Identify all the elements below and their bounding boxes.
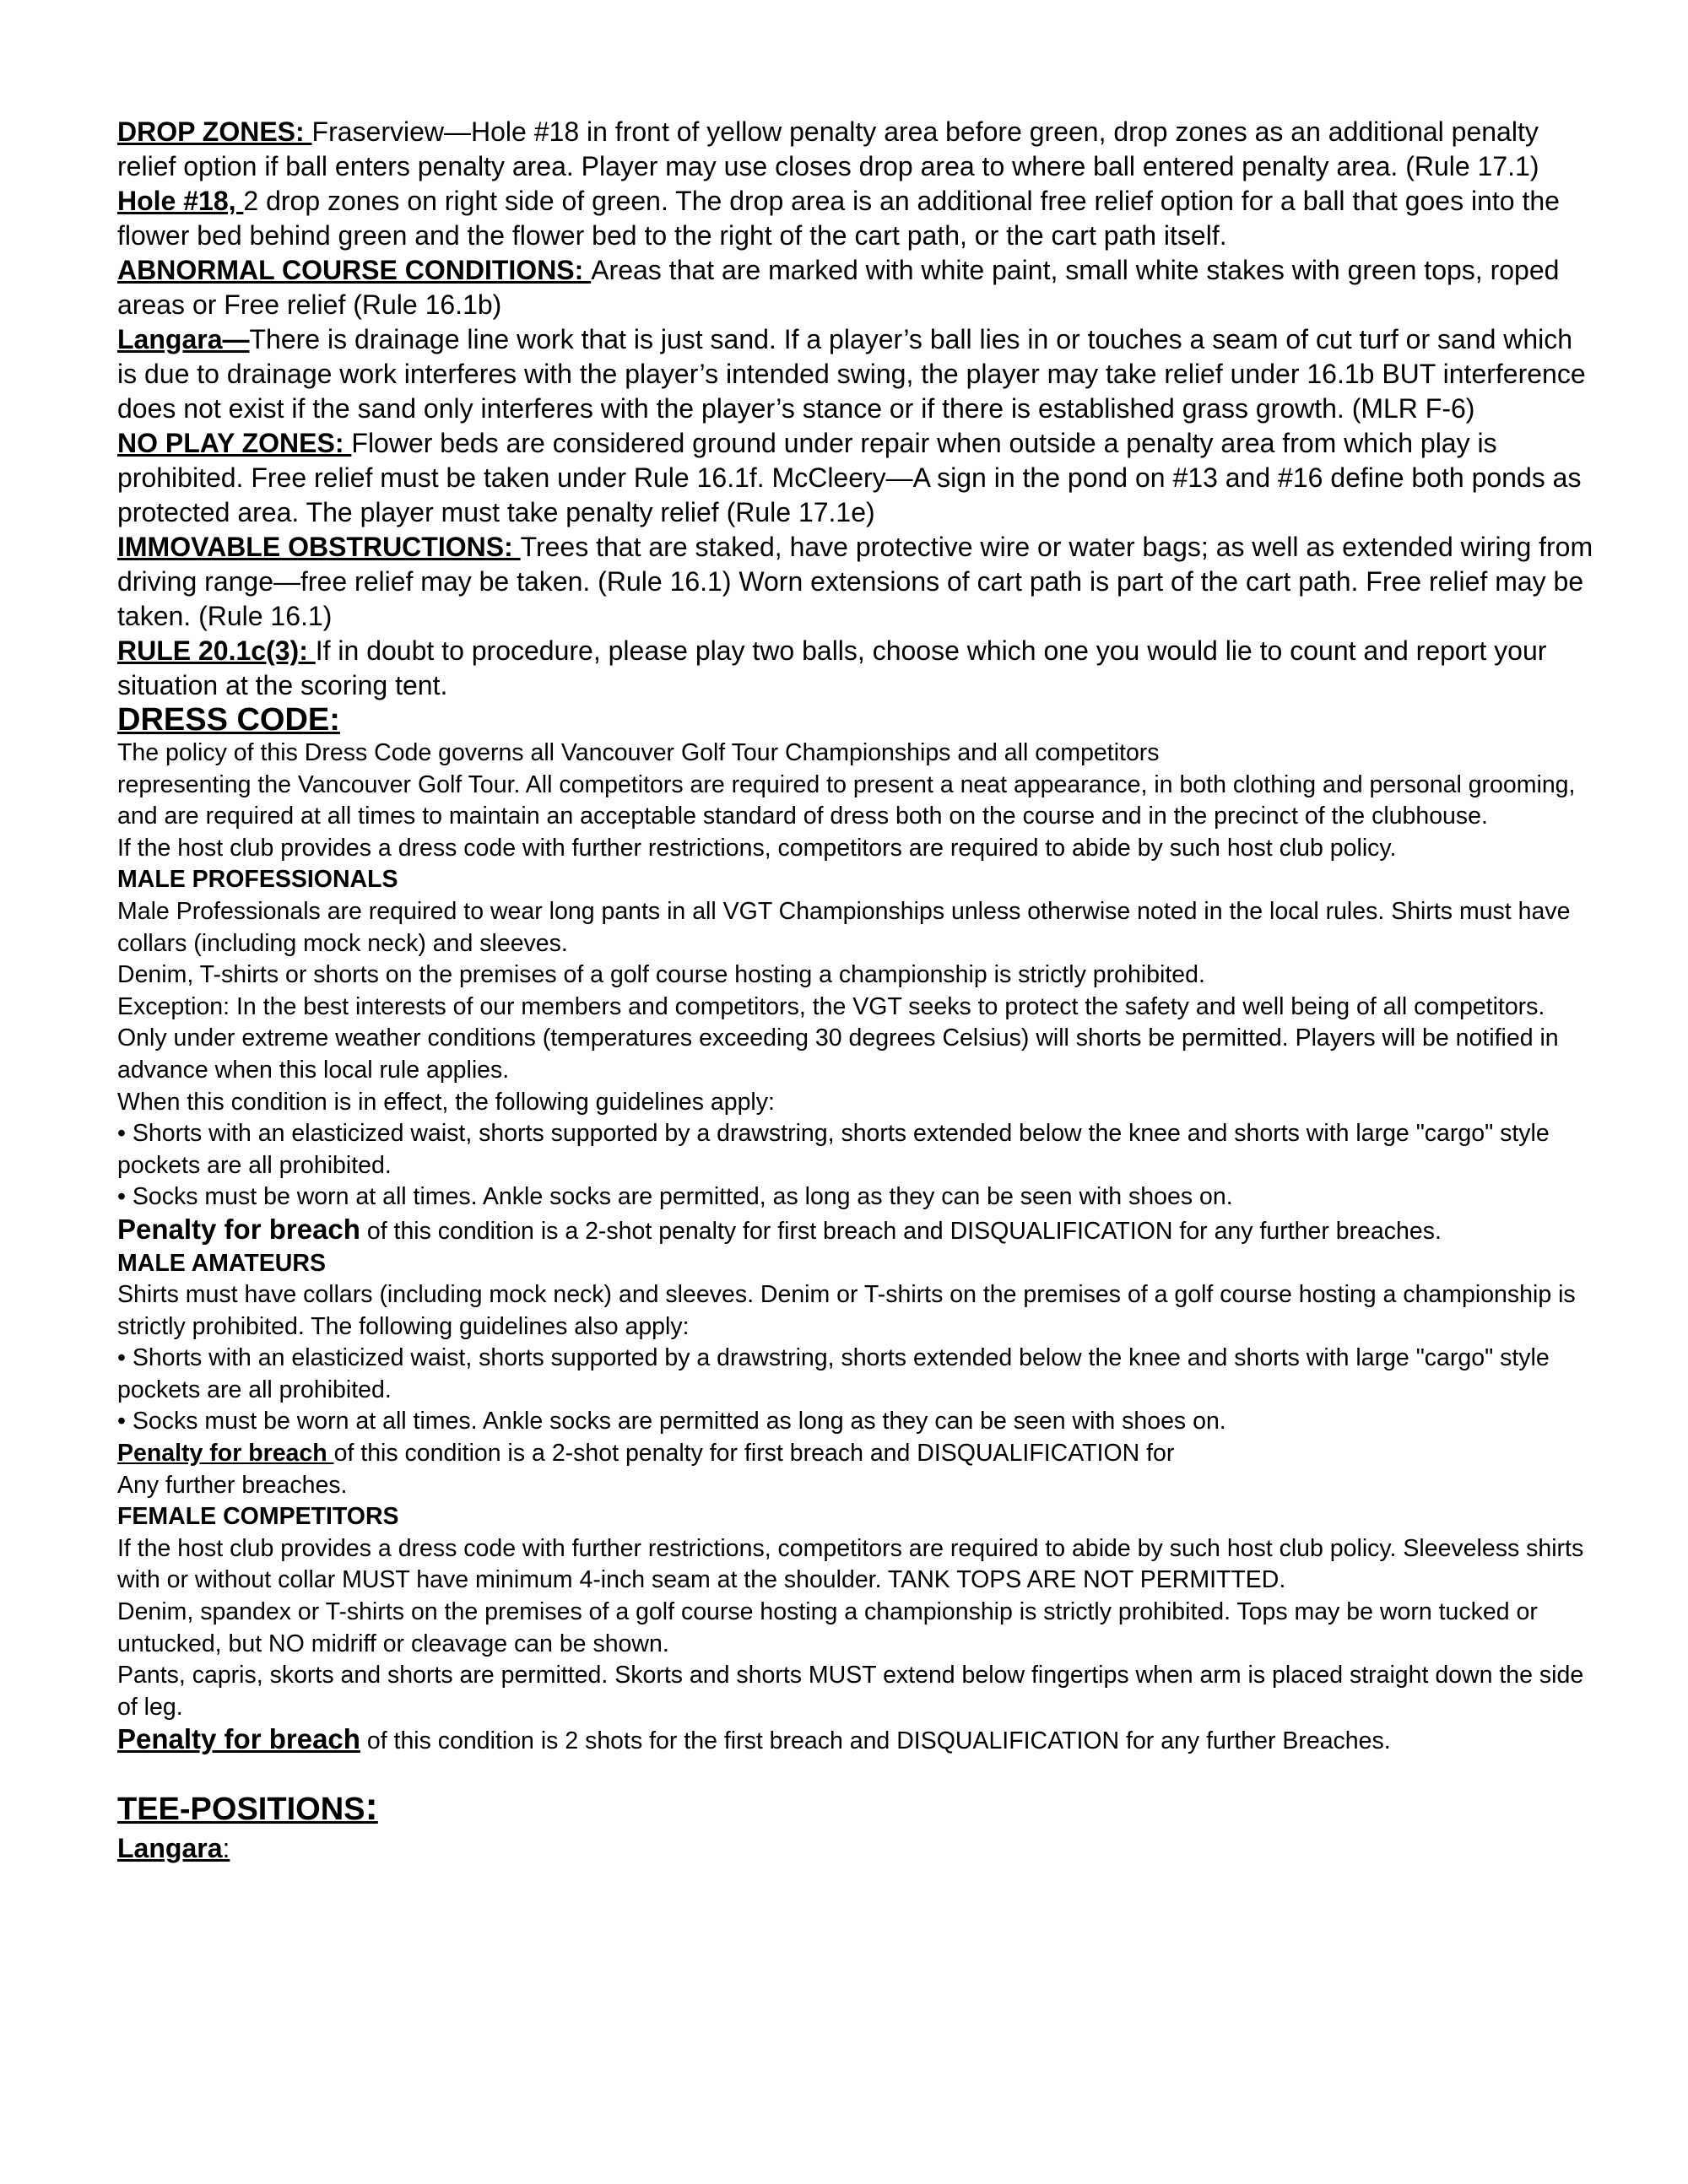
penalty-label: Penalty for breach: [117, 1723, 360, 1755]
rule-heading: Langara—: [117, 324, 250, 354]
male-professionals-heading: MALE PROFESSIONALS: [117, 866, 398, 894]
paragraph: Exception: In the best interests of our members and competitors, the VGT seeks to protect the safety and well being of all competitors. Only under extreme weather conditions (temperatures exceeding 30 degrees Celsius) will shorts be permitted. Players will be notified in advance when this local rule applies.: [117, 992, 1559, 1084]
rule-heading: Hole #18,: [117, 186, 244, 216]
rule-heading: NO PLAY ZONES:: [117, 428, 352, 458]
rule-immovable-obstructions: [117, 530, 1594, 634]
document-page: [117, 115, 1594, 1868]
course-colon: :: [222, 1833, 230, 1863]
bullet-item: • Shorts with an elasticized waist, shorts supported by a drawstring, shorts extended below the knee and shorts with large "cargo" style pockets are all prohibited.: [117, 1120, 1550, 1179]
dress-code-heading: DRESS CODE:: [117, 702, 340, 738]
paragraph: Denim, spandex or T-shirts on the premises of a golf course hosting a championship is strictly prohibited. Tops may be worn tucked or untucked, but NO midriff or cleavage can be shown.: [117, 1598, 1538, 1657]
rule-20-1c3: [117, 634, 1594, 703]
penalty-line: [117, 1438, 1594, 1470]
penalty-line: [117, 1723, 1594, 1758]
local-rules-section: [117, 115, 1594, 703]
course-name: Langara: [117, 1833, 223, 1863]
rule-text: There is drainage line work that is just sand. If a player’s ball lies in or touches a seam of cut turf or sand which is due to drainage work interferes with the player’s intended swing, the player may take relief under 16.1b BUT interference does not exist if the sand only interferes with the player’s stance or if there is established grass growth. (MLR F-6): [117, 324, 1586, 424]
paragraph: If the host club provides a dress code with further restrictions, competitors are required to abide by such host club policy. Sleeveless shirts with or without collar MUST have minimum 4-inch seam at the shoulder. TANK TOPS ARE NOT PERMITTED.: [117, 1534, 1584, 1594]
penalty-text: Any further breaches.: [117, 1471, 348, 1499]
tee-positions-colon: :: [365, 1784, 378, 1828]
intro-line: The policy of this Dress Code governs all Vancouver Golf Tour Championships and all competitors: [117, 739, 1160, 766]
dress-code-section: [117, 738, 1594, 1758]
paragraph: Male Professionals are required to wear long pants in all VGT Championships unless otherwise noted in the local rules. Shirts must have collars (including mock neck) and sleeves.: [117, 897, 1571, 957]
rule-text: Fraserview—Hole #18 in front of yellow penalty area before green, drop zones as an additional penalty relief option if ball enters penalty area. Player may use closes drop area to where ball entered penalty area. (Rule 17.1): [117, 116, 1539, 181]
penalty-text: of this condition is 2 shots for the first breach and DISQUALIFICATION for any further Breaches.: [360, 1727, 1391, 1755]
paragraph: Shirts must have collars (including mock neck) and sleeves. Denim or T-shirts on the premises of a golf course hosting a championship is strictly prohibited. The following guidelines also apply:: [117, 1281, 1576, 1340]
tee-positions-heading: [117, 1784, 1594, 1829]
penalty-label: Penalty for breach: [117, 1440, 334, 1468]
rule-text: Trees that are staked, have protective wire or water bags; as well as extended wiring from driving range—free relief may be taken. (Rule 16.1) Worn extensions of cart path is part of the cart path. Free relief may be taken. (Rule 16.1): [117, 532, 1593, 631]
rule-abnormal-course-conditions: [117, 253, 1594, 322]
rule-heading: RULE 20.1c(3):: [117, 635, 316, 666]
intro-line: representing the Vancouver Golf Tour. All competitors are required to present a neat appearance, in both clothing and personal grooming, and are required at all times to maintain an acceptable standard of dress both on the course and in the precinct of the clubhouse.: [117, 770, 1576, 830]
paragraph: Pants, capris, skorts and shorts are permitted. Skorts and shorts MUST extend below fingertips when arm is placed straight down the side of leg.: [117, 1662, 1584, 1721]
tee-positions-title: TEE-POSITIONS: [117, 1792, 365, 1827]
intro-line: If the host club provides a dress code with further restrictions, competitors are required to abide by such host club policy.: [117, 834, 1397, 862]
rule-hole-18: [117, 184, 1594, 253]
rule-text: 2 drop zones on right side of green. The drop area is an additional free relief option for a ball that goes into the flower bed behind green and the flower bed to the right of the cart path, or the cart path itself.: [117, 186, 1560, 251]
penalty-label: Penalty for breach: [117, 1213, 360, 1245]
paragraph: When this condition is in effect, the following guidelines apply:: [117, 1088, 775, 1116]
tee-course-label: [117, 1829, 1594, 1868]
rule-heading: DROP ZONES:: [117, 116, 312, 147]
female-competitors-heading: FEMALE COMPETITORS: [117, 1503, 399, 1531]
penalty-text: of this condition is a 2-shot penalty for first breach and DISQUALIFICATION for any further breaches.: [360, 1217, 1442, 1245]
rule-text: Areas that are marked with white paint, small white stakes with green tops, roped areas or Free relief (Rule 16.1b): [117, 255, 1560, 320]
rule-langara: [117, 322, 1594, 426]
bullet-item: • Socks must be worn at all times. Ankle socks are permitted, as long as they can be seen with shoes on.: [117, 1183, 1233, 1211]
rule-text: If in doubt to procedure, please play two balls, choose which one you would lie to count and report your situation at the scoring tent.: [117, 635, 1547, 700]
bullet-item: • Socks must be worn at all times. Ankle socks are permitted as long as they can be seen with shoes on.: [117, 1408, 1226, 1435]
rule-drop-zones: [117, 115, 1594, 184]
male-amateurs-heading: MALE AMATEURS: [117, 1249, 326, 1277]
rule-no-play-zones: [117, 426, 1594, 530]
paragraph: Denim, T-shirts or shorts on the premises of a golf course hosting a championship is strictly prohibited.: [117, 961, 1205, 989]
bullet-item: • Shorts with an elasticized waist, shorts supported by a drawstring, shorts extended below the knee and shorts with large "cargo" style pockets are all prohibited.: [117, 1344, 1550, 1403]
rule-heading: ABNORMAL COURSE CONDITIONS:: [117, 255, 592, 285]
penalty-text: of this condition is a 2-shot penalty for first breach and DISQUALIFICATION for: [333, 1440, 1175, 1468]
penalty-line: [117, 1214, 1594, 1248]
rule-text: Flower beds are considered ground under repair when outside a penalty area from which play is prohibited. Free relief must be taken under Rule 16.1f. McCleery—A sign in the pond on #13 and #16 define both ponds as protected area. The player must take penalty relief (Rule 17.1e): [117, 428, 1582, 527]
rule-heading: IMMOVABLE OBSTRUCTIONS:: [117, 532, 521, 562]
